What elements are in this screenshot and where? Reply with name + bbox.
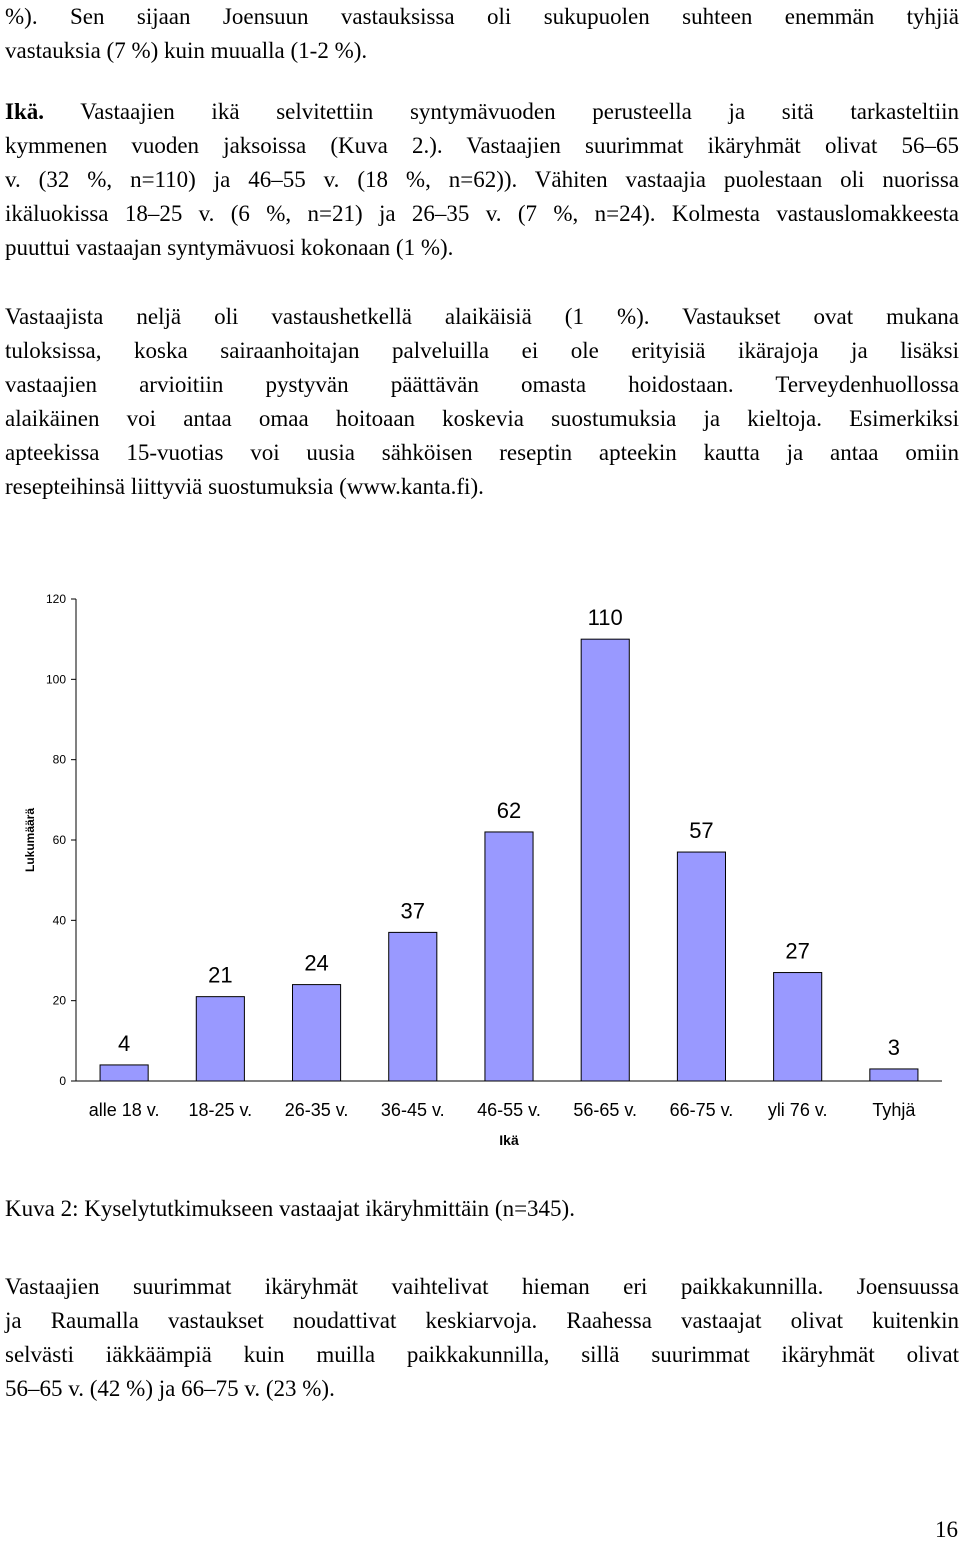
- chart-bars: [100, 639, 918, 1081]
- text-line: Vastaajista neljä oli vastaushetkellä alaikäisiä (1 %). Vastaukset ovat mukana: [5, 304, 959, 329]
- x-category-label: Tyhjä: [872, 1100, 916, 1120]
- bar: [196, 997, 244, 1081]
- y-axis-label: Lukumäärä: [23, 807, 37, 873]
- text-line: [5, 95, 959, 129]
- bar-value-label: 27: [785, 938, 810, 964]
- bar-value-label: 62: [496, 797, 522, 823]
- text-line: ikäluokissa 18–25 v. (6 %, n=21) ja 26–35 v. (7 %, n=24). Kolmesta vastauslomakkeesta: [5, 201, 959, 226]
- y-tick-label: 0: [59, 1074, 66, 1088]
- bar: [389, 932, 437, 1081]
- age-section-paragraph: [5, 95, 959, 265]
- bar-value-label: 4: [117, 1030, 131, 1056]
- y-tick-label: 60: [52, 833, 66, 847]
- text-line: 56–65 v. (42 %) ja 66–75 v. (23 %).: [5, 1376, 335, 1401]
- bar: [677, 852, 725, 1081]
- x-category-label: 36-45 v.: [380, 1100, 445, 1120]
- bar: [293, 985, 341, 1081]
- bar-value-label: 110: [587, 605, 623, 631]
- text-line: v. (32 %, n=110) ja 46–55 v. (18 %, n=62)). Vähiten vastaajia puolestaan oli nuorissa: [5, 167, 959, 192]
- x-category-label: 66-75 v.: [669, 1100, 734, 1120]
- text-line: selvästi iäkkäämpiä kuin muilla paikkakunnilla, sillä suurimmat ikäryhmät olivat: [5, 1342, 959, 1367]
- text-line: Vastaajien suurimmat ikäryhmät vaihtelivat hieman eri paikkakunnilla. Joensuussa: [5, 1274, 959, 1299]
- text-line: vastaajien arvioitiin pystyvän päättävän omasta hoidostaan. Terveydenhuollossa: [5, 372, 959, 397]
- y-tick-label: 20: [52, 993, 66, 1008]
- x-axis-label: Ikä: [499, 1132, 519, 1148]
- intro-paragraph: [5, 0, 959, 68]
- text-line: vastauksia (7 %) kuin muualla (1-2 %).: [5, 38, 368, 63]
- y-tick-label: 80: [52, 752, 66, 767]
- minors-paragraph: [5, 300, 959, 504]
- bar: [581, 639, 629, 1081]
- text-line: puuttui vastaajan syntymävuosi kokonaan (1 %).: [5, 235, 454, 260]
- bar: [485, 832, 533, 1081]
- y-tick-label: 100: [45, 672, 66, 687]
- figure-caption: Kuva 2: Kyselytutkimukseen vastaajat ikäryhmittäin (n=345).: [5, 1196, 575, 1221]
- bar: [100, 1065, 148, 1081]
- age-group-bar-chart: [0, 570, 960, 1170]
- x-category-label: 46-55 v.: [477, 1100, 541, 1120]
- text-line: kymmenen vuoden jaksoissa (Kuva 2.). Vastaajien suurimmat ikäryhmät olivat 56–65: [5, 133, 959, 158]
- bar: [870, 1069, 918, 1081]
- bar-value-label: 21: [208, 962, 233, 988]
- y-tick-label: 120: [45, 592, 66, 606]
- x-category-label: 18-25 v.: [188, 1100, 253, 1120]
- text-line: ja Raumalla vastaukset noudattivat keskiarvoja. Raahessa vastaajat olivat kuitenkin: [5, 1308, 959, 1333]
- text-line: apteekissa 15-vuotias voi uusia sähköisen reseptin apteekin kautta ja antaa omiin: [5, 440, 959, 465]
- x-category-label: alle 18 v.: [88, 1100, 160, 1120]
- bar-value-label: 37: [400, 898, 426, 924]
- y-tick-label: 40: [52, 913, 66, 928]
- section-heading: Ikä.: [5, 99, 44, 124]
- text-line: tuloksissa, koska sairaanhoitajan palveluilla ei ole erityisiä ikärajoja ja lisäksi: [5, 338, 959, 363]
- page-number: 16: [935, 1517, 958, 1542]
- text-line: alaikäinen voi antaa omaa hoitoaan koskevia suostumuksia ja kieltoja. Esimerkiksi: [5, 406, 959, 431]
- bar-value-label: 3: [887, 1034, 901, 1060]
- regional-paragraph: [5, 1270, 959, 1406]
- bar-value-label: 57: [689, 818, 714, 844]
- text-line: resepteihinsä liittyviä suostumuksia (www.kanta.fi).: [5, 474, 484, 499]
- x-category-label: yli 76 v.: [767, 1100, 828, 1120]
- x-category-label: 56-65 v.: [573, 1100, 638, 1120]
- bar-value-label: 24: [304, 950, 329, 976]
- text-line: %). Sen sijaan Joensuun vastauksissa oli sukupuolen suhteen enemmän tyhjiä: [5, 4, 959, 29]
- bar: [774, 973, 822, 1081]
- x-category-label: 26-35 v.: [284, 1100, 349, 1120]
- text-fragment: Vastaajien ikä selvitettiin syntymävuoden perusteella ja sitä tarkasteltiin: [44, 99, 959, 124]
